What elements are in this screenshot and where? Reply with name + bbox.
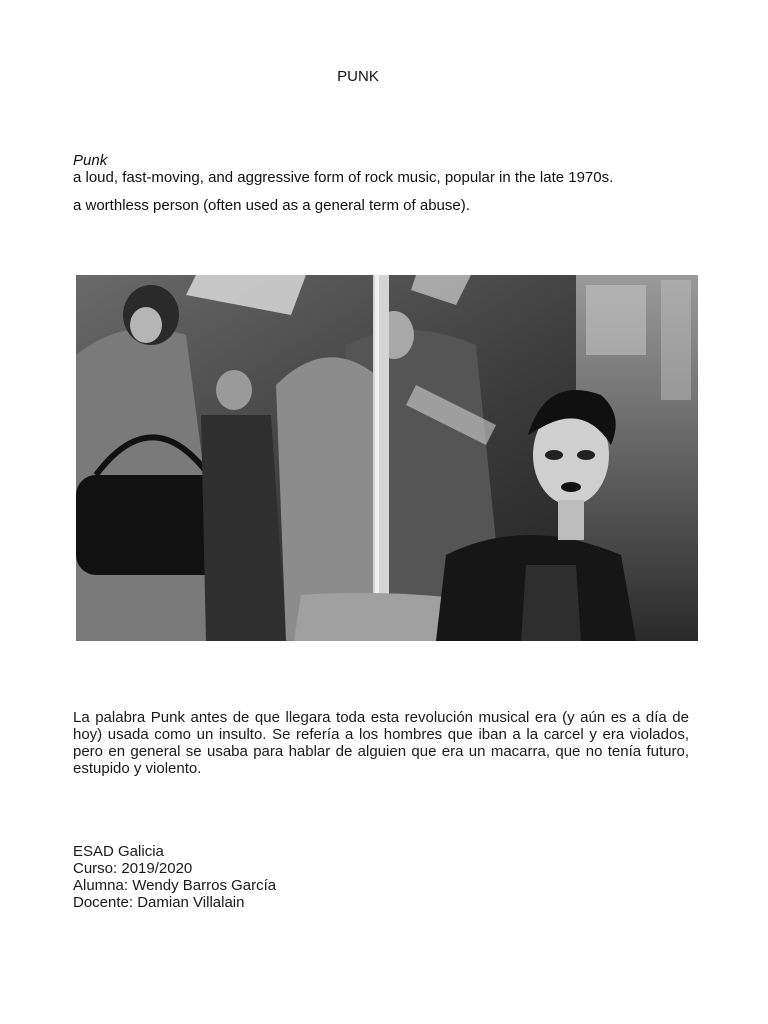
credit-teacher: Docente: Damian Villalain bbox=[73, 894, 245, 911]
definition-1: a loud, fast-moving, and aggressive form of rock music, popular in the late 1970s. bbox=[73, 169, 614, 186]
credit-student: Alumna: Wendy Barros García bbox=[73, 877, 277, 894]
term-heading: Punk bbox=[73, 152, 108, 169]
definition-2: a worthless person (often used as a general term of abuse). bbox=[73, 197, 470, 214]
body-paragraph: La palabra Punk antes de que llegara toda esta revolución musical era (y aún es a día de hoy) usada como un insulto. Se refería a los hombres que iban a la carcel y era violados, pero en general se usaba para hablar de alguien que era un macarra, que no tenía futuro, estupido y violento. bbox=[73, 709, 689, 777]
page-title: PUNK bbox=[337, 68, 379, 85]
credit-course: Curso: 2019/2020 bbox=[73, 860, 193, 877]
credits-block bbox=[73, 843, 276, 911]
subway-photo bbox=[76, 275, 698, 641]
credit-school: ESAD Galicia bbox=[73, 843, 164, 860]
